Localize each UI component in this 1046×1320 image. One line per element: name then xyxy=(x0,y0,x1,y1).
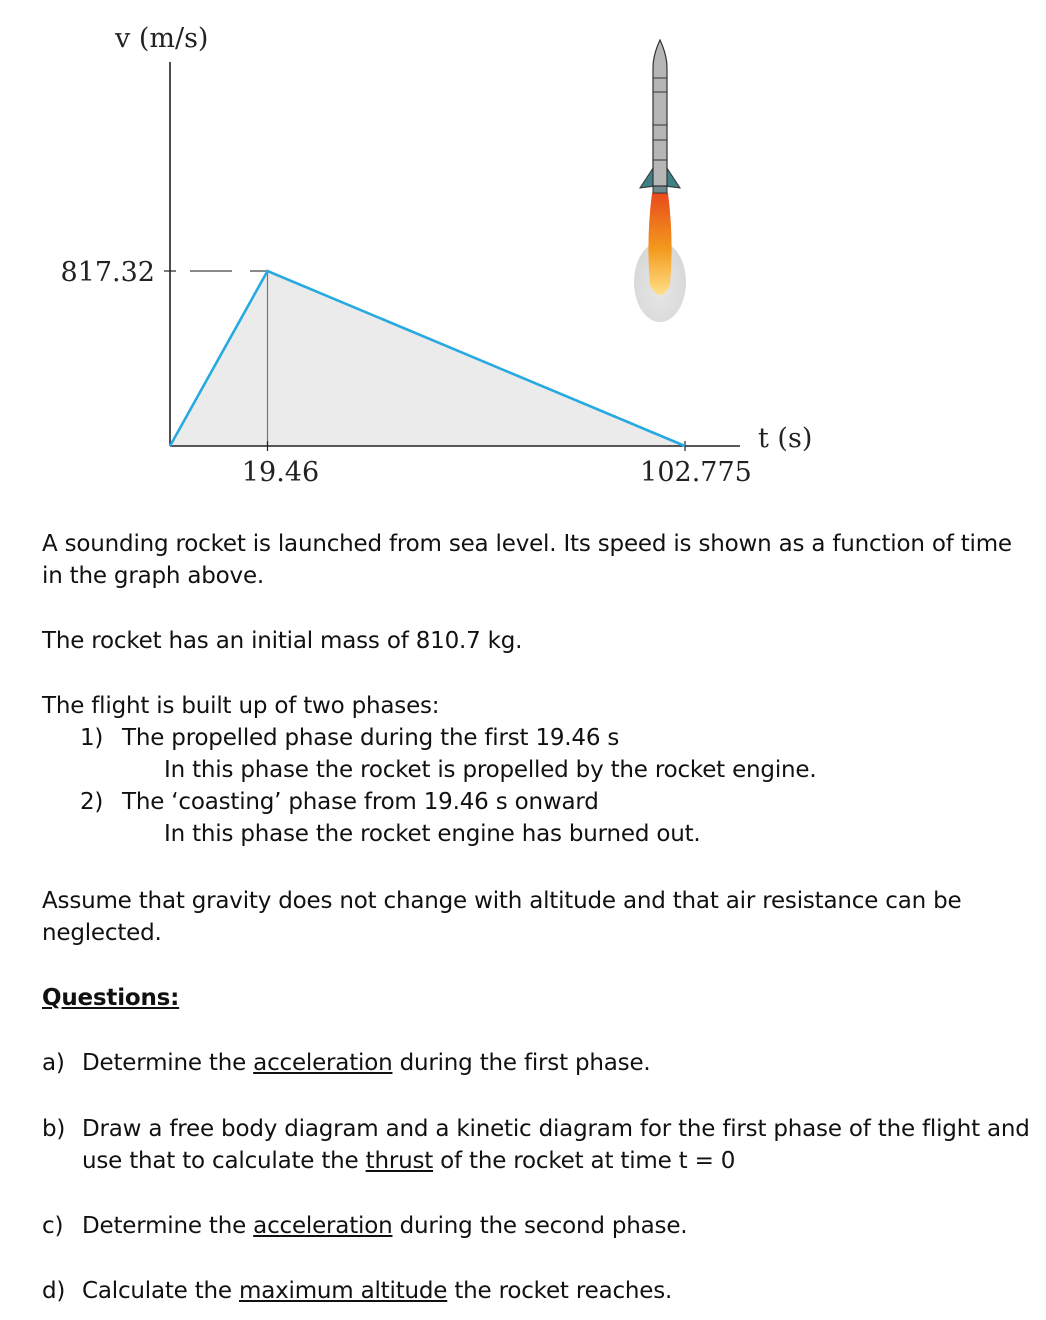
question-key-term: acceleration xyxy=(253,1213,393,1239)
question-c xyxy=(42,1210,1032,1242)
question-label: c) xyxy=(42,1213,64,1239)
question-text-before: Determine the xyxy=(82,1213,254,1239)
problem-statement xyxy=(42,528,1032,592)
rocket-illustration xyxy=(634,40,686,322)
question-text-before: Determine the xyxy=(82,1050,254,1076)
question-label: d) xyxy=(42,1278,66,1304)
question-key-term: maximum altitude xyxy=(239,1278,448,1304)
phase-number: 1) xyxy=(80,725,104,751)
area-under-curve xyxy=(170,271,685,446)
question-key-term: thrust xyxy=(365,1148,434,1174)
rocket-flame xyxy=(648,193,671,295)
question-text-after: during the first phase. xyxy=(392,1050,651,1076)
question-label: a) xyxy=(42,1050,65,1076)
assumption-paragraph: Assume that gravity does not change with altitude and that air resistance can be neglected. xyxy=(42,888,962,946)
phase-number: 2) xyxy=(80,789,104,815)
intro-paragraph: A sounding rocket is launched from sea level. Its speed is shown as a function of time in the graph above. xyxy=(42,531,1012,589)
question-key-term: acceleration xyxy=(253,1050,393,1076)
question-text-before: Calculate the xyxy=(82,1278,239,1304)
questions-heading-block xyxy=(42,982,1032,1014)
phase-title: The propelled phase during the first 19.46 s xyxy=(122,725,620,751)
questions-heading: Questions: xyxy=(42,985,180,1011)
question-label: b) xyxy=(42,1116,66,1142)
phase-desc: In this phase the rocket engine has burned out. xyxy=(164,821,701,847)
assumption-block xyxy=(42,885,1012,949)
phases-intro: The flight is built up of two phases: xyxy=(42,693,440,719)
phases-block xyxy=(42,690,1032,850)
phase-item-2 xyxy=(42,786,1032,850)
phase-desc: In this phase the rocket is propelled by the rocket engine. xyxy=(164,757,817,783)
mass-block xyxy=(42,625,1032,657)
question-d xyxy=(42,1275,1032,1307)
x-tick-label-2: 102.775 xyxy=(640,457,752,488)
velocity-time-figure xyxy=(0,0,1046,500)
question-text-after: the rocket reaches. xyxy=(447,1278,673,1304)
question-text-before: Draw a free body diagram and a kinetic diagram for the first phase of the flight and use that to calculate the xyxy=(82,1116,1030,1174)
mass-paragraph: The rocket has an initial mass of 810.7 kg. xyxy=(42,628,523,654)
question-text-after: of the rocket at time t = 0 xyxy=(433,1148,736,1174)
question-b xyxy=(42,1113,1032,1177)
question-a xyxy=(42,1047,1032,1079)
question-text-after: during the second phase. xyxy=(392,1213,688,1239)
y-axis-label: v (m/s) xyxy=(115,23,209,54)
x-axis-label: t (s) xyxy=(758,423,813,454)
x-tick-label-1: 19.46 xyxy=(241,457,320,488)
y-tick-label: 817.32 xyxy=(60,257,155,288)
rocket-body xyxy=(653,40,667,186)
phase-item-1 xyxy=(42,722,1032,786)
phase-title: The ‘coasting’ phase from 19.46 s onward xyxy=(122,789,599,815)
